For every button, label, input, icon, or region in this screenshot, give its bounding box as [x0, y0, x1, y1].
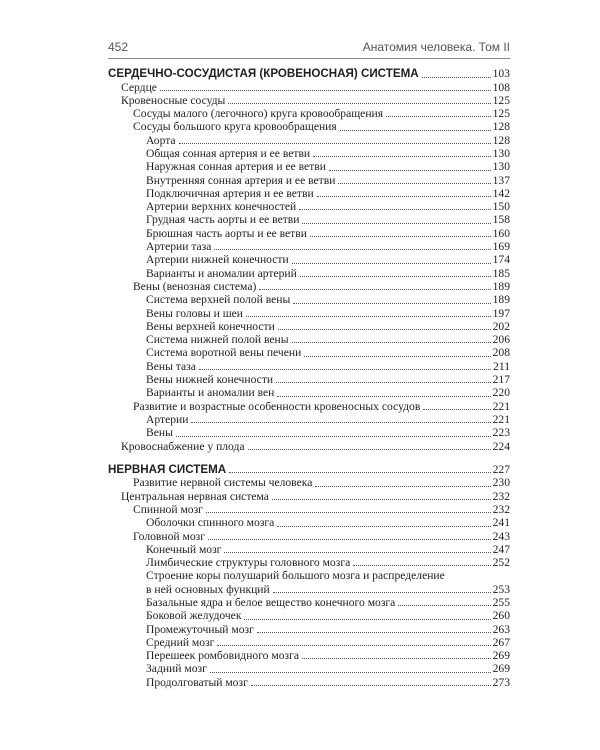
toc-entry	[108, 676, 510, 689]
running-title: Анатомия человека. Том II	[362, 40, 510, 54]
entry-page: 174	[492, 253, 510, 267]
toc-entry	[108, 160, 510, 173]
toc-row	[146, 134, 510, 147]
dot-leader	[302, 658, 491, 659]
toc-entry	[108, 360, 510, 373]
dot-leader	[302, 223, 490, 224]
dot-leader	[251, 685, 491, 686]
dot-leader	[422, 77, 491, 78]
toc-row	[146, 623, 510, 636]
toc-entry	[108, 596, 510, 609]
entry-title: Брюшная часть аорты и ее ветви	[146, 226, 307, 240]
toc-entry	[108, 636, 510, 649]
entry-title: Варианты и аномалии артерий	[146, 266, 297, 280]
toc-entry	[108, 609, 510, 622]
entry-title: Система нижней полой вены	[146, 333, 289, 347]
entry-title: Система воротной вены печени	[146, 346, 302, 360]
toc-row	[121, 440, 510, 453]
toc-row	[146, 227, 510, 240]
entry-title: Общая сонная артерия и ее ветви	[146, 146, 311, 160]
entry-page: 208	[492, 346, 510, 360]
entry-page: 137	[492, 173, 510, 187]
dot-leader	[315, 486, 490, 487]
entry-title: Грудная часть аорты и ее ветви	[146, 213, 300, 227]
dot-leader	[217, 645, 490, 646]
entry-page: 241	[492, 516, 510, 530]
toc-row	[146, 662, 510, 675]
header-rule	[108, 58, 510, 59]
dot-leader	[179, 143, 491, 144]
entry-title: Наружная сонная артерия и ее ветви	[146, 160, 326, 174]
toc-row	[146, 556, 510, 569]
dot-leader	[160, 90, 491, 91]
toc-entry	[108, 556, 510, 569]
entry-page: 150	[492, 200, 510, 214]
entry-title: Вены таза	[146, 359, 196, 373]
page-number: 452	[108, 40, 129, 54]
entry-title: Развитие и возрастные особенности кровеносных сосудов	[133, 399, 421, 413]
toc-row	[133, 503, 510, 516]
toc-entry	[108, 569, 510, 596]
entry-title: Развитие нервной системы человека	[133, 476, 313, 490]
toc-entry	[108, 293, 510, 306]
toc-row	[146, 187, 510, 200]
toc-row	[133, 280, 510, 293]
entry-page: 217	[492, 373, 510, 387]
entry-page: 169	[492, 240, 510, 254]
toc-entry	[108, 267, 510, 280]
entry-page: 255	[492, 595, 510, 609]
toc-row	[146, 240, 510, 253]
dot-leader	[300, 276, 491, 277]
toc-entry	[108, 346, 510, 359]
toc-row	[108, 67, 510, 81]
entry-title: Артерии верхних конечностей	[146, 200, 297, 214]
page-header	[108, 40, 510, 56]
dot-leader	[208, 539, 491, 540]
toc-entry	[108, 386, 510, 399]
dot-leader	[313, 156, 490, 157]
toc-row	[121, 94, 510, 107]
dot-leader	[276, 382, 491, 383]
entry-title: Вены (венозная система)	[133, 279, 257, 293]
toc-entry	[108, 307, 510, 320]
toc-row	[146, 609, 510, 622]
entry-title: Вены верхней конечности	[146, 319, 275, 333]
dot-leader	[277, 396, 490, 397]
dot-leader	[191, 422, 490, 423]
toc-entry	[108, 253, 510, 266]
entry-title: Конечный мозг	[146, 542, 222, 556]
entry-page: 269	[492, 649, 510, 663]
entry-page: 158	[492, 213, 510, 227]
toc-row	[146, 320, 510, 333]
section-heading	[108, 67, 510, 81]
toc-row	[146, 636, 510, 649]
toc-entry	[108, 516, 510, 529]
dot-leader	[423, 409, 490, 410]
entry-page: 269	[492, 662, 510, 676]
entry-title: Промежуточный мозг	[146, 622, 254, 636]
entry-title: Вены головы и шеи	[146, 306, 244, 320]
dot-leader	[386, 116, 491, 117]
toc-row	[146, 676, 510, 689]
toc-row	[146, 346, 510, 359]
toc-row	[133, 400, 510, 413]
toc-entry	[108, 107, 510, 120]
entry-title: Боковой желудочек	[146, 609, 242, 623]
dot-leader	[224, 552, 490, 553]
dot-leader	[259, 289, 490, 290]
dot-leader	[338, 183, 490, 184]
entry-page: 211	[493, 359, 510, 373]
toc-row	[133, 120, 510, 133]
dot-leader	[278, 329, 491, 330]
dot-leader	[272, 499, 491, 500]
toc-row	[146, 160, 510, 173]
entry-title: Средний мозг	[146, 635, 215, 649]
dot-leader	[353, 565, 490, 566]
toc-row	[146, 649, 510, 662]
entry-page: 243	[492, 529, 510, 543]
entry-page: 125	[492, 107, 510, 121]
dot-leader	[277, 526, 490, 527]
entry-title: Кровеносные сосуды	[121, 93, 226, 107]
toc-entry	[108, 94, 510, 107]
entry-page: 130	[492, 146, 510, 160]
toc-entry	[108, 213, 510, 226]
entry-page: 189	[492, 279, 510, 293]
section-title: НЕРВНАЯ СИСТЕМА	[108, 462, 227, 476]
toc-entry	[108, 440, 510, 453]
toc-entry	[108, 649, 510, 662]
toc-entry	[108, 227, 510, 240]
entry-page: 202	[492, 319, 510, 333]
entry-title: Оболочки спинного мозга	[146, 516, 275, 530]
entry-title: Центральная нервная система	[121, 489, 269, 503]
entry-title: Артерии таза	[146, 240, 212, 254]
entry-page: 253	[492, 582, 510, 596]
entry-title: Продолговатый мозг	[146, 675, 248, 689]
toc-entry	[108, 543, 510, 556]
dot-leader	[292, 263, 491, 264]
toc-entry	[108, 147, 510, 160]
dot-leader	[210, 672, 491, 673]
toc-entry	[108, 120, 510, 133]
entry-page: 221	[492, 412, 510, 426]
dot-leader	[248, 449, 491, 450]
toc-row	[133, 107, 510, 120]
dot-leader	[310, 236, 491, 237]
toc-entry	[108, 200, 510, 213]
entry-page: 206	[492, 333, 510, 347]
section-gap	[108, 453, 510, 463]
entry-page: 247	[492, 542, 510, 556]
entry-page: 224	[492, 439, 510, 453]
section-heading	[108, 463, 510, 477]
entry-title: Вены	[146, 426, 173, 440]
dot-leader	[229, 472, 490, 473]
dot-leader	[176, 436, 491, 437]
entry-title: Лимбические структуры головного мозга	[146, 556, 351, 570]
entry-page: 260	[492, 609, 510, 623]
entry-title: Перешеек ромбовидного мозга	[146, 649, 299, 663]
entry-title: Сосуды большого круга кровообращения	[133, 120, 337, 134]
entry-page: 267	[492, 635, 510, 649]
entry-page: 252	[492, 556, 510, 570]
entry-title: Артерии нижней конечности	[146, 253, 289, 267]
toc-row	[108, 463, 510, 477]
entry-page: 221	[492, 399, 510, 413]
entry-page: 128	[492, 120, 510, 134]
entry-page: 230	[492, 476, 510, 490]
entry-title: Задний мозг	[146, 662, 207, 676]
toc-entry	[108, 280, 510, 293]
entry-title-line2: в ней основных функций	[146, 582, 270, 596]
toc-entry	[108, 400, 510, 413]
toc-entry	[108, 623, 510, 636]
toc-row	[146, 373, 510, 386]
entry-page: 125	[492, 93, 510, 107]
toc-entry	[108, 333, 510, 346]
dot-leader	[228, 103, 490, 104]
entry-title-line1: Строение коры полушарий большого мозга и распределение	[146, 569, 445, 583]
toc-entry	[108, 174, 510, 187]
toc-row	[121, 81, 510, 94]
dot-leader	[246, 316, 491, 317]
entry-page: 185	[492, 266, 510, 280]
toc-row	[146, 213, 510, 226]
entry-title: Аорта	[146, 133, 176, 147]
toc-row	[133, 530, 510, 543]
entry-page: 130	[492, 160, 510, 174]
dot-leader	[292, 342, 491, 343]
toc-row	[146, 147, 510, 160]
dot-leader	[293, 303, 490, 304]
entry-page: 223	[492, 426, 510, 440]
entry-page: 108	[492, 80, 510, 94]
toc-entry	[108, 530, 510, 543]
dot-leader	[214, 249, 490, 250]
dot-leader	[317, 196, 491, 197]
toc-entry	[108, 503, 510, 516]
entry-title: Внутренняя сонная артерия и ее ветви	[146, 173, 336, 187]
entry-page: 189	[492, 293, 510, 307]
entry-page: 142	[492, 186, 510, 200]
entry-page: 220	[492, 386, 510, 400]
dot-leader	[199, 369, 491, 370]
dot-leader	[304, 356, 490, 357]
toc-entry	[108, 373, 510, 386]
entry-page: 232	[492, 489, 510, 503]
toc-row	[146, 386, 510, 399]
toc-entry	[108, 187, 510, 200]
toc-row	[146, 253, 510, 266]
toc-row	[121, 490, 510, 503]
toc-entry	[108, 81, 510, 94]
toc-row	[146, 307, 510, 320]
entry-title: Система верхней полой вены	[146, 293, 291, 307]
dot-leader	[273, 592, 491, 593]
entry-title: Вены нижней конечности	[146, 373, 274, 387]
toc-entry	[108, 320, 510, 333]
entry-page: 160	[492, 226, 510, 240]
entry-title: Спинной мозг	[133, 502, 203, 516]
toc-row	[146, 583, 510, 596]
entry-title: Кровоснабжение у плода	[121, 439, 245, 453]
toc-row	[146, 543, 510, 556]
toc-row	[146, 200, 510, 213]
section-page: 227	[492, 462, 510, 476]
toc-entry	[108, 662, 510, 675]
toc-row	[146, 516, 510, 529]
entry-page: 263	[492, 622, 510, 636]
entry-title: Артерии	[146, 412, 189, 426]
toc-row	[133, 476, 510, 489]
toc-entry	[108, 413, 510, 426]
toc-entry	[108, 476, 510, 489]
toc-row	[146, 293, 510, 306]
dot-leader	[299, 209, 490, 210]
section-page: 103	[492, 67, 510, 80]
entry-title: Варианты и аномалии вен	[146, 386, 275, 400]
entry-title: Сердце	[121, 80, 157, 94]
dot-leader	[257, 632, 491, 633]
toc-row	[146, 360, 510, 373]
dot-leader	[340, 130, 491, 131]
entry-page: 128	[492, 133, 510, 147]
entry-title: Базальные ядра и белое вещество конечного мозга	[146, 595, 396, 609]
dot-leader	[329, 170, 491, 171]
toc-entry	[108, 134, 510, 147]
entry-page: 273	[492, 675, 510, 689]
toc-row	[146, 413, 510, 426]
toc-row	[146, 174, 510, 187]
entry-page: 232	[492, 502, 510, 516]
dot-leader	[244, 619, 490, 620]
dot-leader	[398, 605, 490, 606]
dot-leader	[206, 512, 491, 513]
toc-entry	[108, 426, 510, 439]
toc-row	[146, 333, 510, 346]
toc-row	[146, 426, 510, 439]
toc-entry	[108, 240, 510, 253]
entry-page: 197	[492, 306, 510, 320]
entry-title: Подключичная артерия и ее ветви	[146, 186, 314, 200]
toc-entry	[108, 490, 510, 503]
table-of-contents	[108, 67, 510, 689]
entry-title: Головной мозг	[133, 529, 205, 543]
entry-title: Сосуды малого (легочного) круга кровообращения	[133, 107, 384, 121]
section-title: СЕРДЕЧНО-СОСУДИСТАЯ (КРОВЕНОСНАЯ) СИСТЕМА	[108, 67, 419, 80]
toc-row	[146, 267, 510, 280]
toc-row	[146, 596, 510, 609]
